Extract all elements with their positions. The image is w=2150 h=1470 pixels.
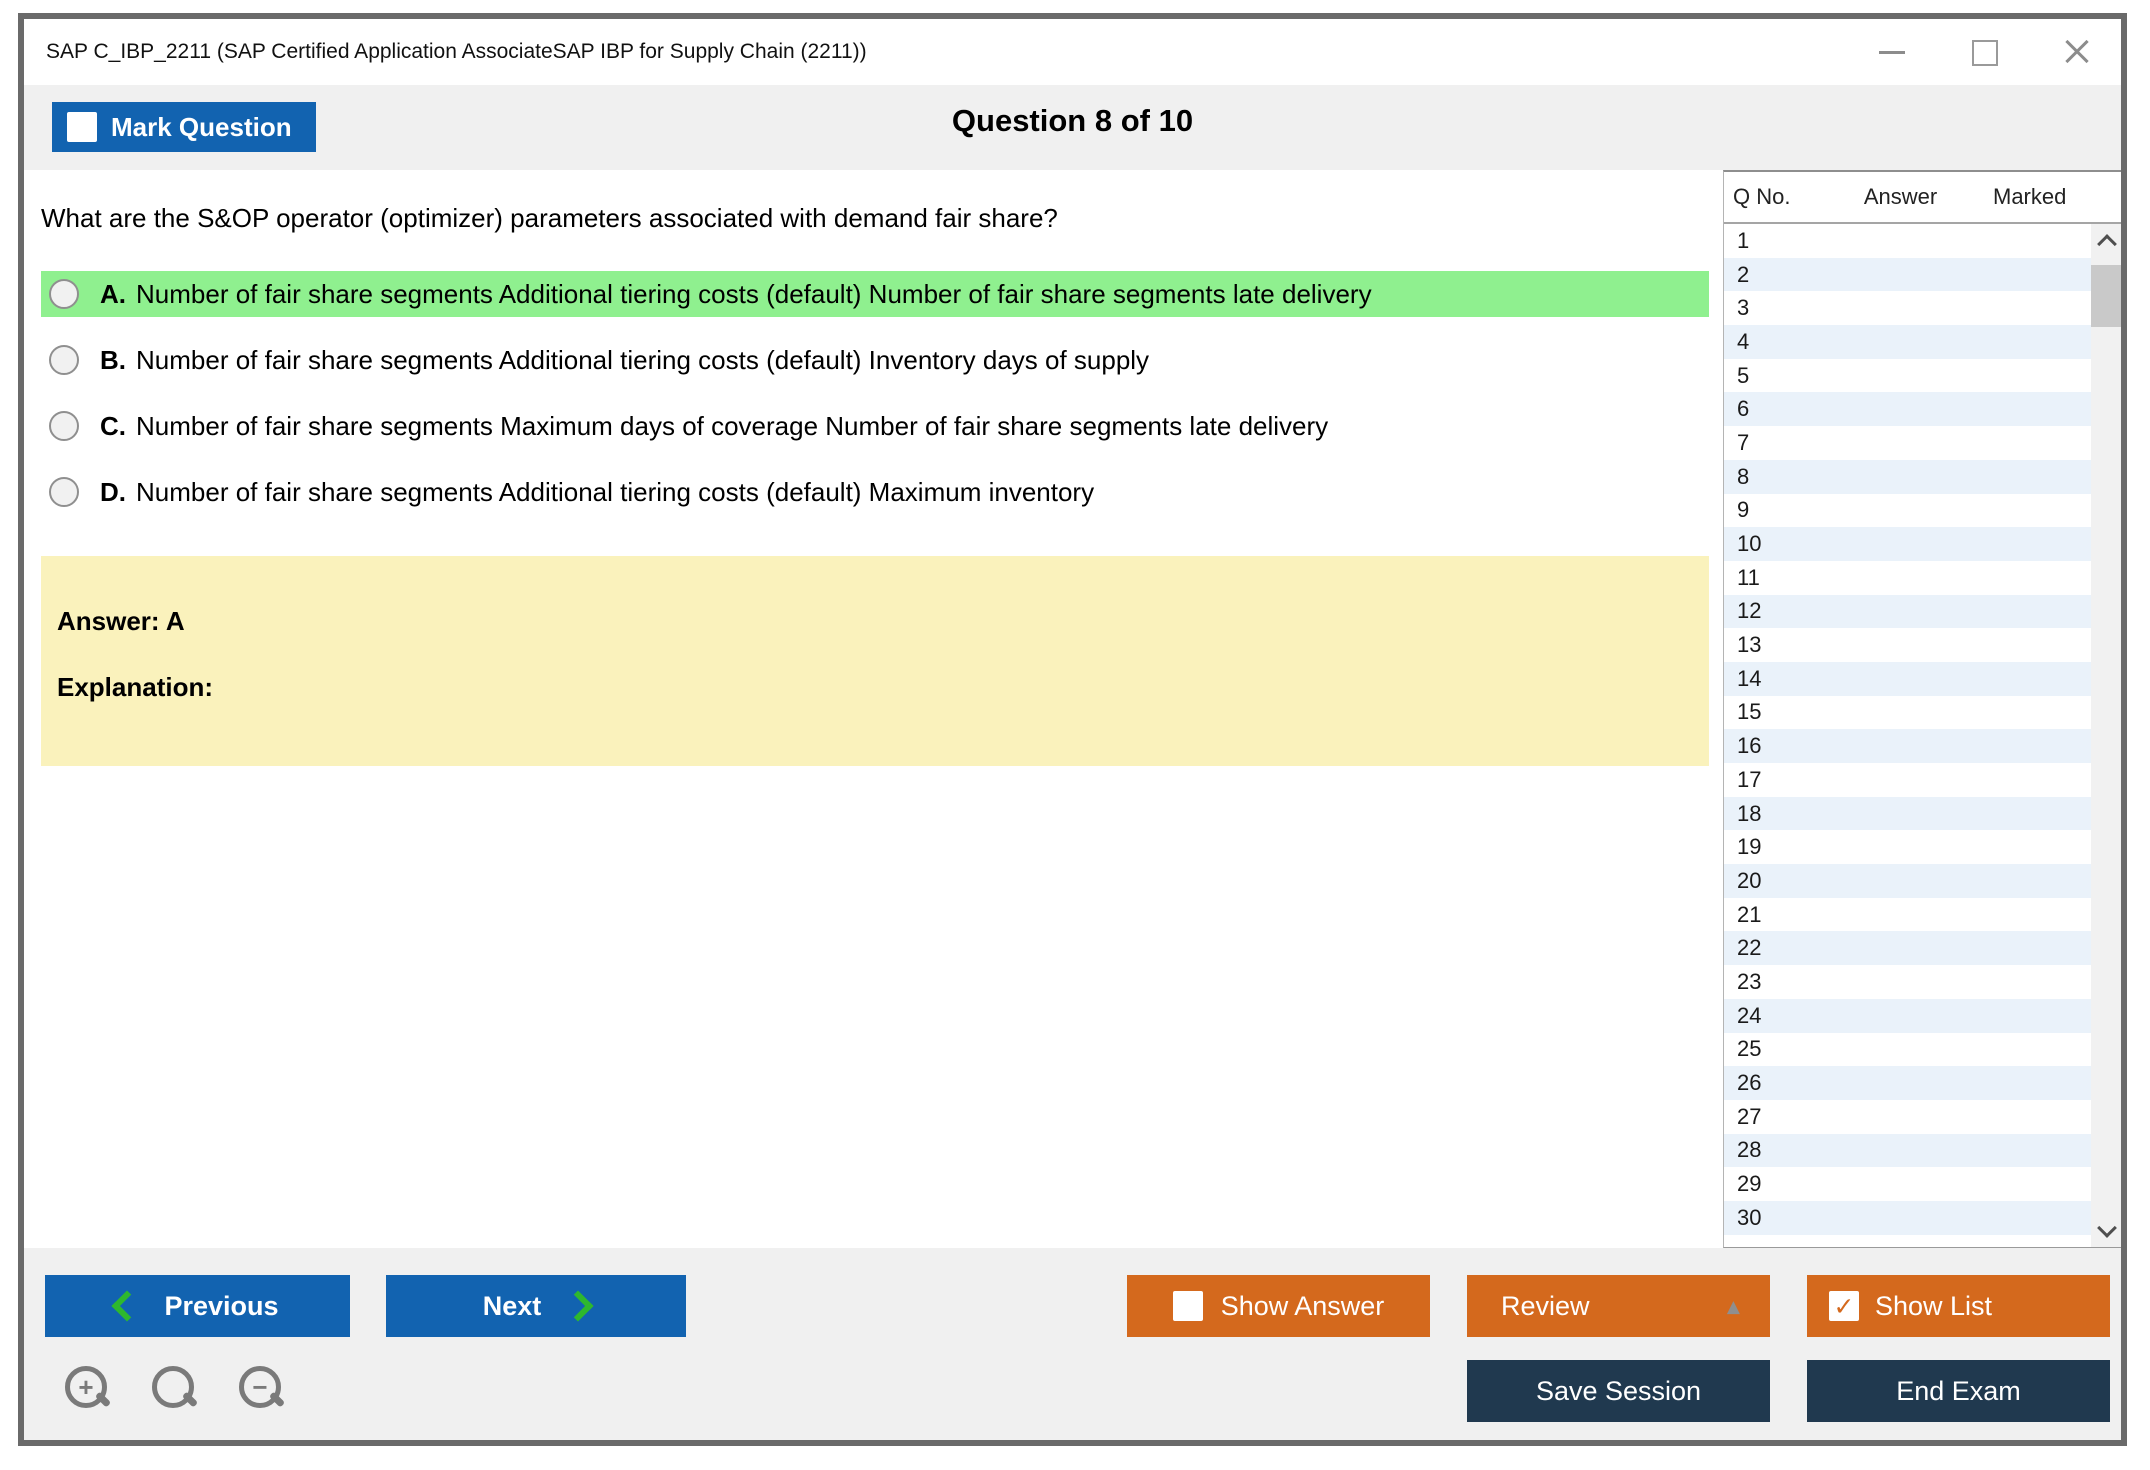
question-number: 26 [1737, 1070, 1762, 1096]
question-row[interactable] [1724, 224, 2091, 258]
review-button[interactable] [1467, 1275, 1770, 1337]
question-row[interactable] [1724, 460, 2091, 494]
question-number: 29 [1737, 1171, 1762, 1197]
magnifier-handle [269, 1391, 285, 1407]
mark-question-label: Mark Question [111, 111, 292, 142]
option-c[interactable] [41, 403, 1709, 449]
question-number: 11 [1737, 564, 1760, 590]
question-number: 25 [1737, 1036, 1762, 1062]
question-row[interactable] [1724, 830, 2091, 864]
scroll-down-button[interactable] [2091, 1213, 2121, 1247]
zoom-out-button[interactable] [239, 1366, 285, 1412]
question-row[interactable] [1724, 1066, 2091, 1100]
question-row[interactable] [1724, 1134, 2091, 1168]
question-number: 8 [1737, 463, 1750, 489]
show-answer-button[interactable] [1127, 1275, 1430, 1337]
minimize-icon [1879, 51, 1905, 54]
maximize-button[interactable] [1953, 19, 2013, 85]
question-row[interactable] [1724, 325, 2091, 359]
question-row[interactable] [1724, 696, 2091, 730]
options-list [41, 271, 1709, 515]
scrollbar-thumb[interactable] [2091, 265, 2121, 327]
show-answer-checkbox[interactable] [1173, 1291, 1203, 1321]
answer-explanation-box [41, 556, 1709, 766]
question-row[interactable] [1724, 561, 2091, 595]
option-b[interactable] [41, 337, 1709, 383]
question-number: 20 [1737, 867, 1762, 893]
question-number: 13 [1737, 632, 1762, 658]
chevron-right-icon [563, 1290, 594, 1321]
option-text: Number of fair share segments Maximum days of coverage Number of fair share segments late delivery [136, 410, 1329, 441]
option-text: Number of fair share segments Additional tiering costs (default) Inventory days of supply [136, 344, 1150, 375]
content-area [24, 170, 2121, 1248]
show-list-label: Show List [1875, 1290, 1993, 1321]
question-row[interactable] [1724, 931, 2091, 965]
save-session-button[interactable] [1467, 1360, 1770, 1422]
radio-icon[interactable] [49, 345, 79, 375]
review-label: Review [1501, 1290, 1590, 1321]
question-number: 9 [1737, 497, 1750, 523]
previous-label: Previous [164, 1290, 279, 1321]
next-button[interactable] [386, 1275, 686, 1337]
maximize-icon [1972, 40, 1998, 66]
explanation-label: Explanation: [57, 672, 214, 702]
checkmark-icon: ✓ [1833, 1291, 1855, 1321]
question-number: 10 [1737, 531, 1762, 557]
question-row[interactable] [1724, 291, 2091, 325]
question-row[interactable] [1724, 628, 2091, 662]
question-number: 17 [1737, 766, 1762, 792]
question-number: 6 [1737, 396, 1750, 422]
zoom-toolbar [65, 1366, 285, 1412]
question-number: 1 [1737, 227, 1750, 253]
question-row[interactable] [1724, 729, 2091, 763]
question-row[interactable] [1724, 999, 2091, 1033]
zoom-in-button[interactable] [65, 1366, 111, 1412]
answer-label: Answer: A [57, 606, 185, 636]
question-number: 30 [1737, 1204, 1762, 1230]
question-row[interactable] [1724, 1167, 2091, 1201]
question-number: 22 [1737, 935, 1762, 961]
question-rows [1724, 224, 2091, 1247]
question-number: 14 [1737, 665, 1762, 691]
next-label: Next [482, 1290, 542, 1321]
window-title: SAP C_IBP_2211 (SAP Certified Application AssociateSAP IBP for Supply Chain (2211)) [46, 40, 867, 63]
question-list-header [1724, 172, 2121, 224]
option-a[interactable] [41, 271, 1709, 317]
question-number: 27 [1737, 1103, 1762, 1129]
question-row[interactable] [1724, 1201, 2091, 1235]
question-number: 12 [1737, 598, 1762, 624]
question-list-scrollbar[interactable] [2091, 224, 2121, 1247]
show-list-button[interactable] [1807, 1275, 2110, 1337]
minimize-button[interactable] [1861, 19, 1921, 85]
radio-icon[interactable] [49, 477, 79, 507]
question-row[interactable] [1724, 965, 2091, 999]
question-row[interactable] [1724, 359, 2091, 393]
previous-button[interactable] [45, 1275, 350, 1337]
radio-icon[interactable] [49, 279, 79, 309]
question-number: 23 [1737, 968, 1762, 994]
option-letter: C. [100, 410, 126, 441]
question-row[interactable] [1724, 527, 2091, 561]
question-row[interactable] [1724, 763, 2091, 797]
chevron-down-icon [2097, 1218, 2117, 1238]
question-list-panel [1723, 170, 2121, 1248]
end-exam-button[interactable] [1807, 1360, 2110, 1422]
question-counter: Question 8 of 10 [951, 103, 1194, 138]
chevron-left-icon [112, 1290, 143, 1321]
column-answer: Answer [1863, 184, 1938, 209]
scroll-up-button[interactable] [2091, 224, 2121, 258]
question-row[interactable] [1724, 898, 2091, 932]
title-bar [24, 19, 2121, 85]
question-number: 2 [1737, 261, 1750, 287]
question-row[interactable] [1724, 662, 2091, 696]
option-letter: D. [100, 476, 126, 507]
magnifier-handle [182, 1391, 198, 1407]
question-row[interactable] [1724, 1100, 2091, 1134]
plus-sign: + [78, 1372, 94, 1402]
show-list-checkbox[interactable] [1829, 1291, 1859, 1321]
question-row[interactable] [1724, 1033, 2091, 1067]
option-text: Number of fair share segments Additional tiering costs (default) Number of fair share segments late delivery [136, 278, 1372, 309]
question-area [41, 170, 1709, 766]
header-band [24, 85, 2121, 170]
question-number: 18 [1737, 800, 1762, 826]
question-number: 24 [1737, 1002, 1762, 1028]
caret-up-icon: ▲ [1726, 1297, 1740, 1317]
question-number: 3 [1737, 295, 1750, 321]
zoom-reset-button[interactable] [152, 1366, 198, 1412]
close-button[interactable] [2045, 19, 2105, 85]
question-row[interactable] [1724, 595, 2091, 629]
footer-bar [24, 1248, 2121, 1440]
question-number: 4 [1737, 328, 1750, 354]
question-number: 16 [1737, 733, 1762, 759]
option-letter: B. [100, 344, 126, 375]
question-row[interactable] [1724, 797, 2091, 831]
magnifier-handle [95, 1391, 111, 1407]
question-row[interactable] [1724, 258, 2091, 292]
end-exam-label: End Exam [1896, 1375, 2021, 1406]
question-text: What are the S&OP operator (optimizer) parameters associated with demand fair share? [41, 203, 1058, 233]
question-number: 21 [1737, 901, 1762, 927]
question-number: 5 [1737, 362, 1750, 388]
question-number: 15 [1737, 699, 1762, 725]
question-row[interactable] [1724, 392, 2091, 426]
question-row[interactable] [1724, 864, 2091, 898]
minus-sign: − [252, 1372, 268, 1402]
app-window [18, 13, 2127, 1446]
column-marked: Marked [1993, 184, 2067, 209]
question-number: 28 [1737, 1137, 1762, 1163]
option-letter: A. [100, 278, 126, 309]
question-number: 7 [1737, 429, 1750, 455]
chevron-up-icon [2097, 234, 2117, 254]
window-controls [1861, 19, 2121, 85]
option-d[interactable] [41, 469, 1709, 515]
show-answer-label: Show Answer [1220, 1290, 1385, 1321]
save-session-label: Save Session [1535, 1375, 1702, 1406]
question-row[interactable] [1724, 494, 2091, 528]
question-number: 19 [1737, 834, 1762, 860]
column-qno: Q No. [1733, 184, 1791, 209]
radio-icon[interactable] [49, 411, 79, 441]
option-text: Number of fair share segments Additional tiering costs (default) Maximum inventory [136, 476, 1095, 507]
question-row[interactable] [1724, 426, 2091, 460]
